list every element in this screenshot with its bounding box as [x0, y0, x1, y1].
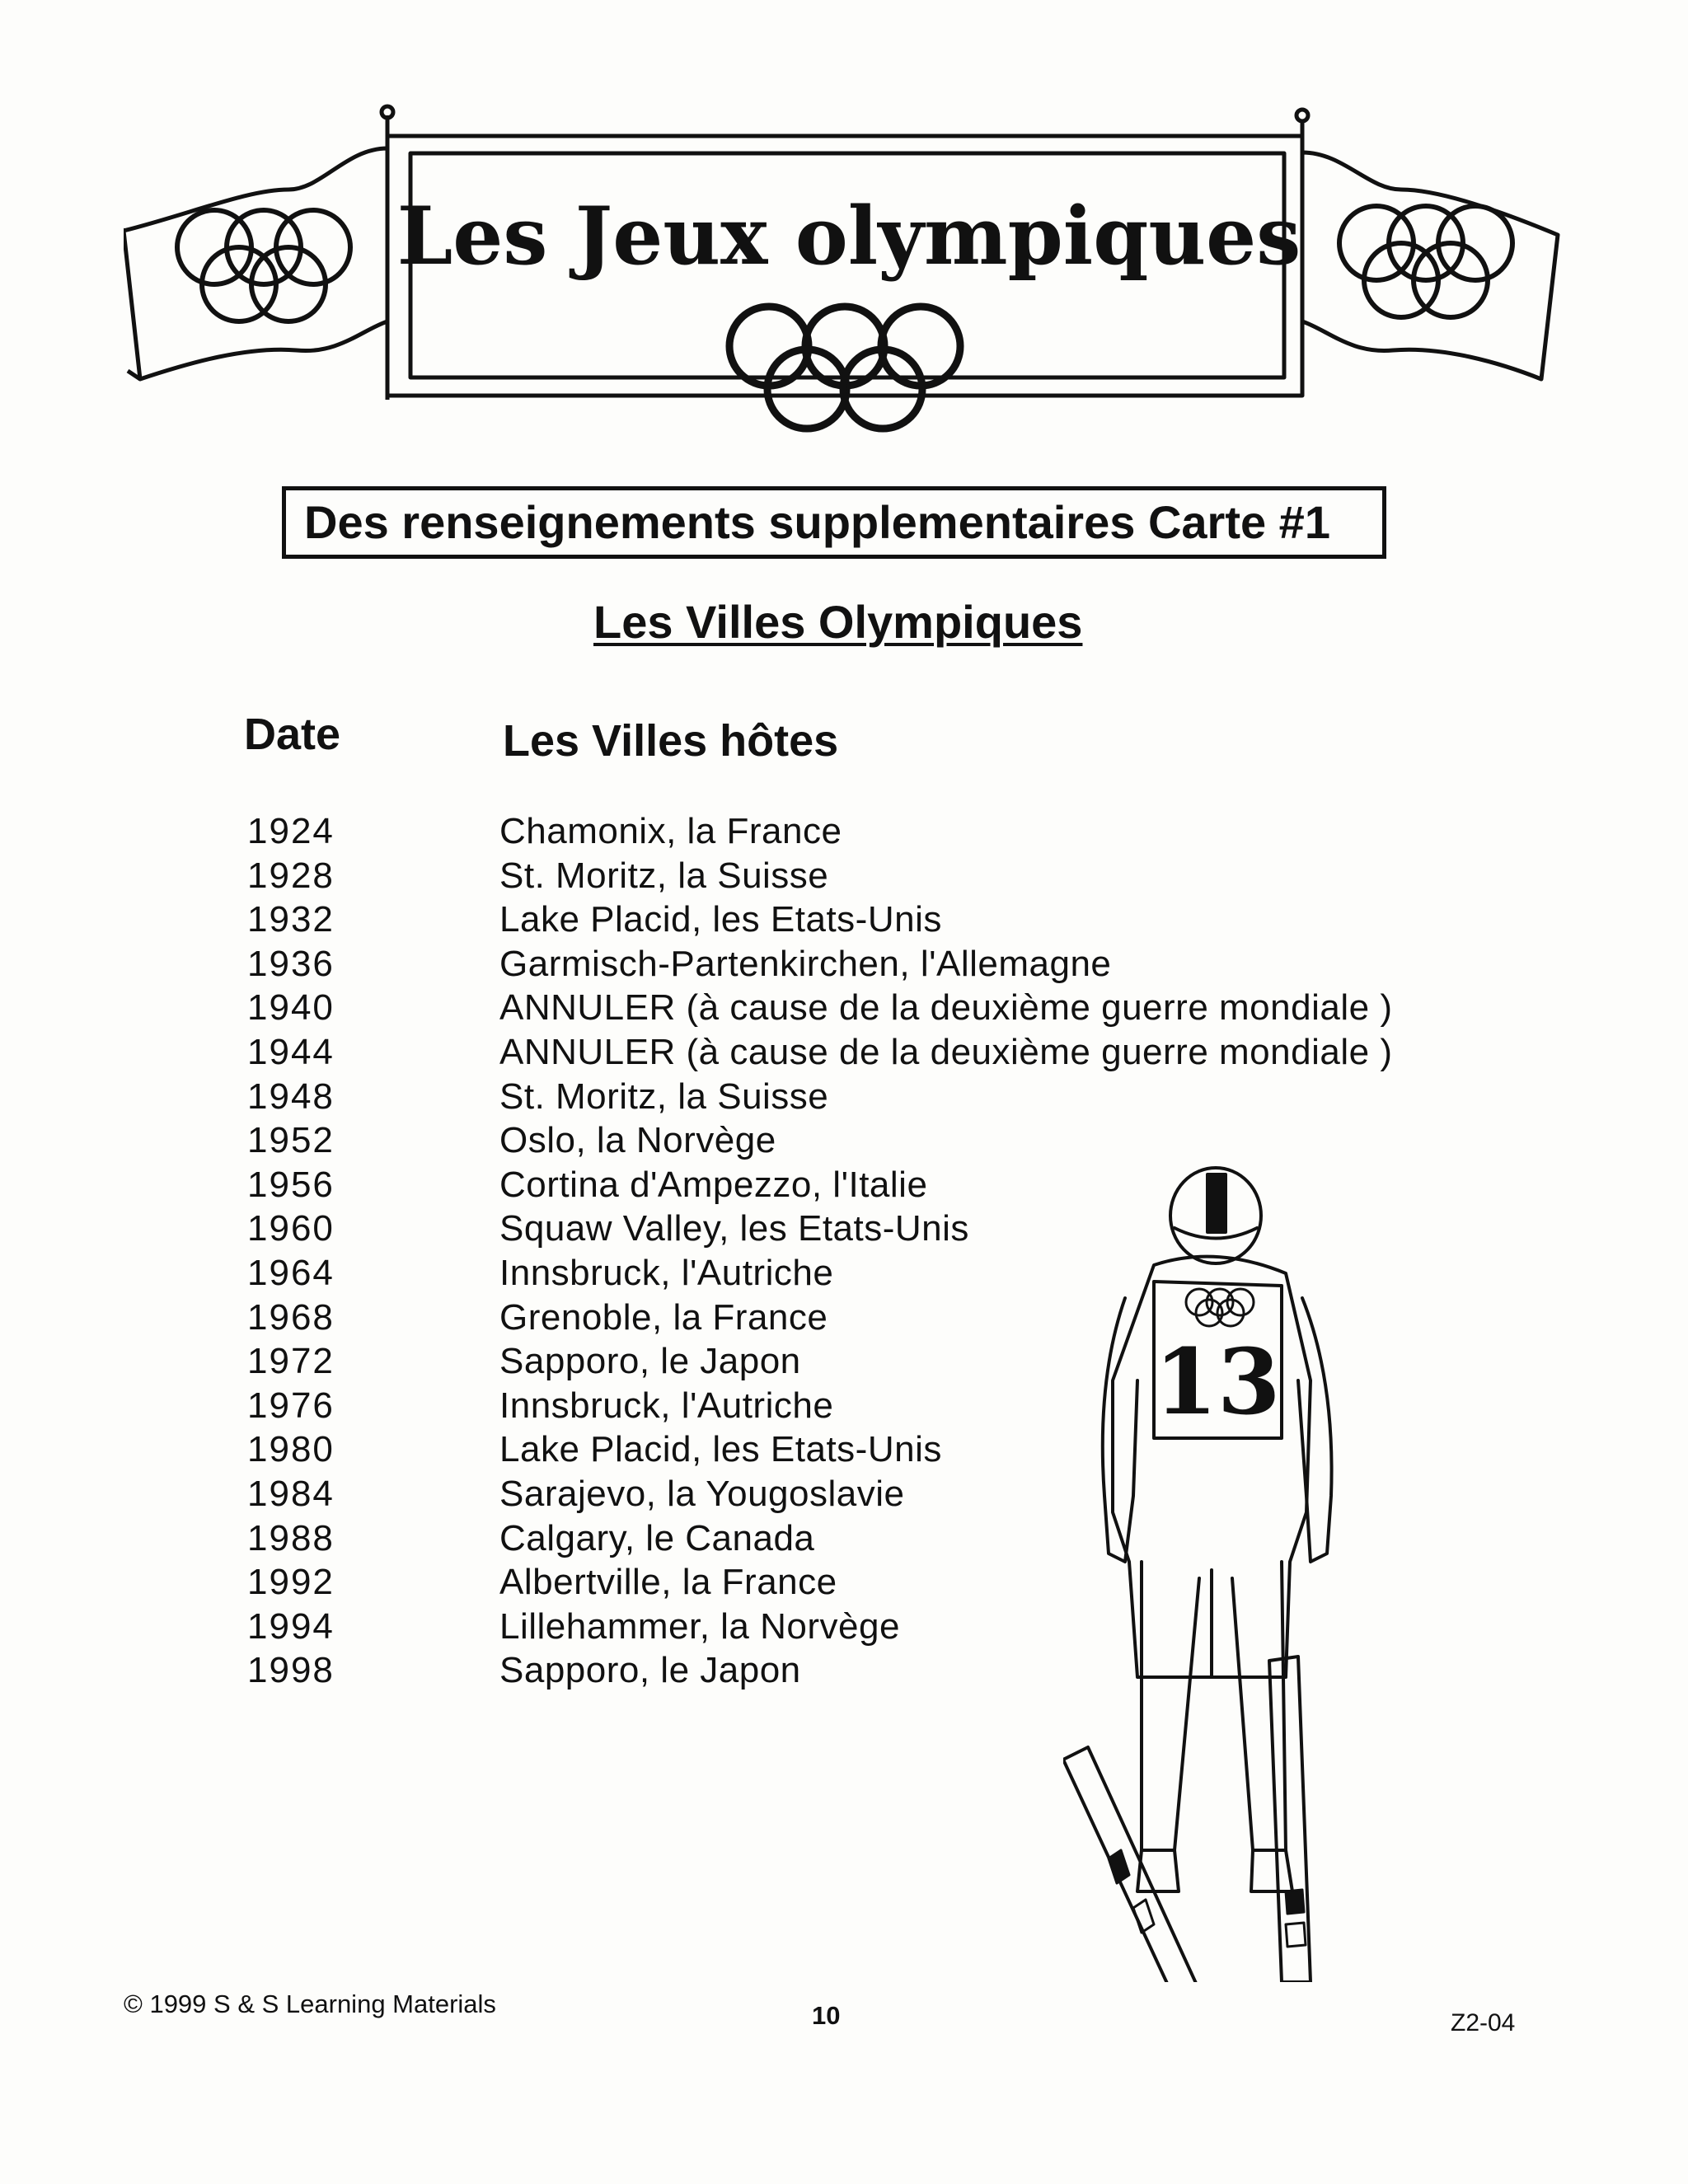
- document-code: Z2-04: [1451, 2009, 1516, 2036]
- column-header-date: Date: [244, 710, 341, 759]
- page-number: 10: [812, 2001, 841, 2030]
- row-city: Lake Placid, les Etats-Unis: [499, 899, 942, 940]
- table-row: [247, 1076, 1392, 1121]
- row-year: 1956: [247, 1164, 335, 1205]
- row-year: 1936: [247, 943, 335, 984]
- row-city: ANNULER (à cause de la deuxième guerre mondiale ): [499, 987, 1393, 1029]
- row-year: 1948: [247, 1076, 335, 1117]
- row-year: 1928: [247, 855, 335, 896]
- row-year: 1984: [247, 1473, 335, 1514]
- row-year: 1988: [247, 1517, 335, 1558]
- olympic-banner: [124, 99, 1574, 486]
- table-row: [247, 944, 1392, 988]
- copyright-text: © 1999 S & S Learning Materials: [124, 1990, 496, 2018]
- row-city: Sapporo, le Japon: [499, 1341, 801, 1382]
- row-city: Lillehammer, la Norvège: [499, 1605, 900, 1647]
- row-year: 1972: [247, 1341, 335, 1382]
- row-city: St. Moritz, la Suisse: [499, 1076, 829, 1117]
- row-year: 1960: [247, 1208, 335, 1249]
- row-year: 1940: [247, 987, 335, 1029]
- row-year: 1924: [247, 811, 335, 851]
- row-city: Sapporo, le Japon: [499, 1650, 801, 1691]
- row-year: 1944: [247, 1031, 335, 1072]
- row-year: 1932: [247, 899, 335, 940]
- table-row: [247, 811, 1392, 855]
- table-row: [247, 987, 1392, 1032]
- row-city: Albertville, la France: [499, 1562, 837, 1603]
- row-city: Garmisch-Partenkirchen, l'Allemagne: [499, 943, 1112, 984]
- table-row: [247, 855, 1392, 900]
- row-year: 1964: [247, 1252, 335, 1293]
- row-city: Innsbruck, l'Autriche: [499, 1385, 834, 1426]
- row-city: Oslo, la Norvège: [499, 1120, 776, 1161]
- section-heading: Les Villes Olympiques: [593, 596, 1083, 648]
- row-year: 1998: [247, 1650, 335, 1691]
- row-city: Squaw Valley, les Etats-Unis: [499, 1208, 969, 1249]
- table-row: [247, 899, 1392, 944]
- subtitle-card: Des renseignements supplementaires Carte #1: [282, 486, 1386, 559]
- row-city: St. Moritz, la Suisse: [499, 855, 829, 896]
- row-city: Innsbruck, l'Autriche: [499, 1252, 834, 1293]
- page-title: Les Jeux olympiques: [396, 190, 1301, 283]
- row-city: Sarajevo, la Yougoslavie: [499, 1473, 905, 1514]
- row-year: 1994: [247, 1605, 335, 1647]
- column-header-city: Les Villes hôtes: [503, 716, 839, 766]
- row-city: Calgary, le Canada: [499, 1517, 815, 1558]
- row-city: Grenoble, la France: [499, 1296, 828, 1338]
- bib-number: 13: [1154, 1329, 1281, 1435]
- row-year: 1968: [247, 1296, 335, 1338]
- row-year: 1952: [247, 1120, 335, 1161]
- row-year: 1980: [247, 1429, 335, 1470]
- row-city: Lake Placid, les Etats-Unis: [499, 1429, 942, 1470]
- row-year: 1976: [247, 1385, 335, 1426]
- ski-jumper-illustration: [1063, 1166, 1385, 1982]
- row-city: Chamonix, la France: [499, 811, 842, 851]
- table-row: [247, 1032, 1392, 1076]
- row-year: 1992: [247, 1562, 335, 1603]
- row-city: ANNULER (à cause de la deuxième guerre mondiale ): [499, 1031, 1393, 1072]
- table-row: [247, 1120, 1392, 1165]
- row-city: Cortina d'Ampezzo, l'Italie: [499, 1164, 928, 1205]
